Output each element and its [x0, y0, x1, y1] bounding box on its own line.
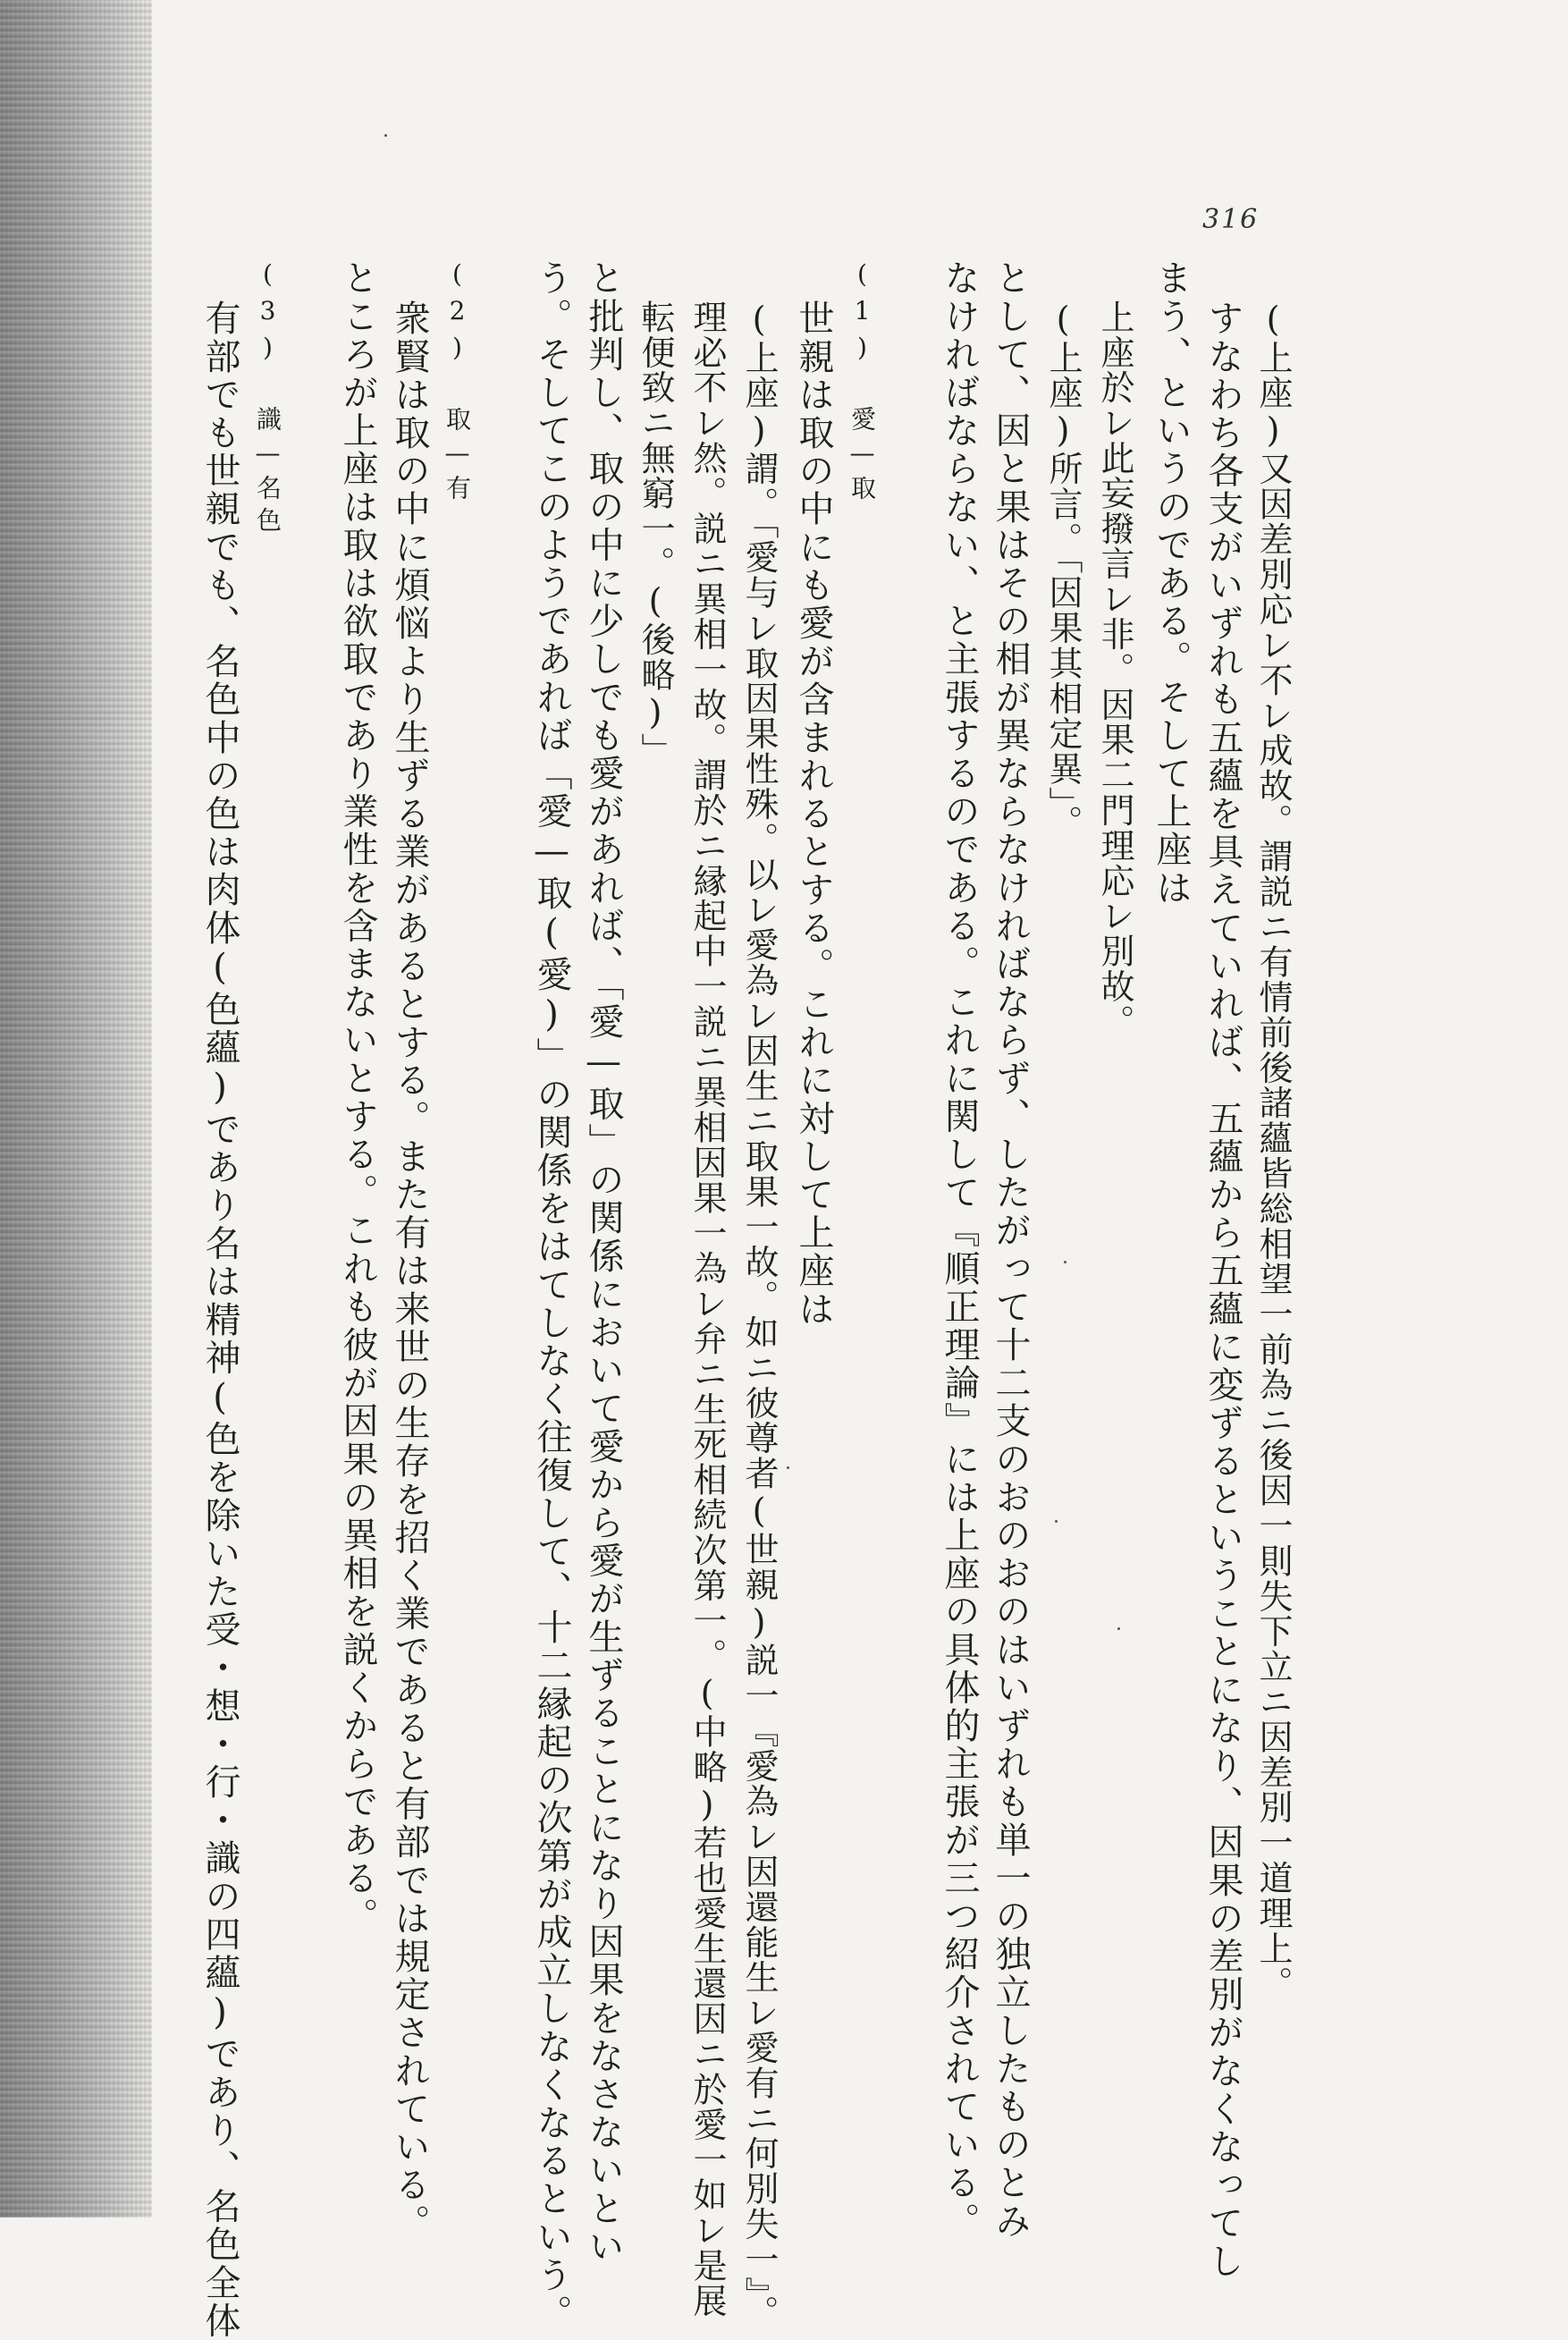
quoted-text-line: (上座)又因差別応レ不レ成故。謂説ニ有情前後諸蘊皆総相望一前為ニ後因一則失下立ニ因差別一道理上。 — [1253, 300, 1293, 2002]
body-text-line: なければならない、と主張するのである。これに関して『順正理論』には上座の具体的主張が三つ紹介されている。 — [939, 259, 980, 2241]
body-text-line: すなわち各支がいずれも五蘊を具えていれば、五蘊から五蘊に変ずるということになり、因果の差別がなくなってし — [1202, 300, 1243, 2281]
quoted-text-line: 理必不レ然。説ニ異相一故。謂於ニ縁起中一説ニ異相因果一為レ弁ニ生死相続次第一。(中略)若也愛生還因ニ於愛一如レ是展 — [687, 300, 727, 2319]
scan-speck — [787, 1466, 789, 1469]
scan-speck — [1055, 1520, 1058, 1523]
body-text-line: 有部でも世親でも、名色中の色は肉体(色蘊)であり名は精神(色を除いた受・想・行・識の四蘊)であり、名色全体 — [199, 300, 240, 2340]
section-heading: (1) 愛—取 — [847, 259, 877, 507]
body-text-line: と批判し、取の中に少しでも愛があれば、「愛—取」の関係において愛から愛が生ずることになり因果をなさないとい — [583, 259, 624, 2266]
body-text-line: 衆賢は取の中に煩悩より生ずる業があるとする。また有は来世の生存を招く業であると有部では規定されている。 — [389, 300, 430, 2243]
scan-speck — [1064, 1261, 1066, 1263]
scan-speck — [1117, 1627, 1120, 1630]
section-heading: (2) 取—有 — [443, 259, 472, 507]
quoted-text-line: 転便致ニ無窮一。(後略)」 — [636, 300, 675, 769]
quoted-text-line: 上座於レ此妄撥言レ非。因果二門理応レ別故。 — [1095, 300, 1134, 1040]
page-number: 316 — [1202, 204, 1260, 235]
quoted-text-line: (上座)謂。「愛与レ取因果性殊。以レ愛為レ因生ニ取果一故。如ニ彼尊者(世親)説一『愛為レ因還能生レ愛有ニ何別失一』。 — [739, 300, 779, 2331]
body-text-line: まう、というのである。そして上座は — [1151, 259, 1192, 908]
body-text-line: として、因と果はその相が異ならなければならず、したがって十二支のおのおのはいずれも単一の独立したものとみ — [990, 259, 1031, 2241]
binding-shadow — [0, 0, 152, 2218]
quoted-text-line: (上座)所言。「因果其相定異」。 — [1043, 300, 1083, 841]
body-text-line: う。そしてこのようであれば「愛—取(愛)」の関係をはてしなく往復して、十二縁起の次第が成立しなくなるという。 — [531, 259, 572, 2333]
body-text-line: 世親は取の中にも愛が含まれるとする。これに対して上座は — [793, 300, 834, 1329]
body-text-line: ところが上座は取は欲取であり業性を含まないとする。これも彼が因果の異相を説くからである。 — [337, 259, 378, 1936]
scan-speck — [384, 134, 387, 137]
section-heading: (3) 識—名色 — [253, 259, 282, 539]
